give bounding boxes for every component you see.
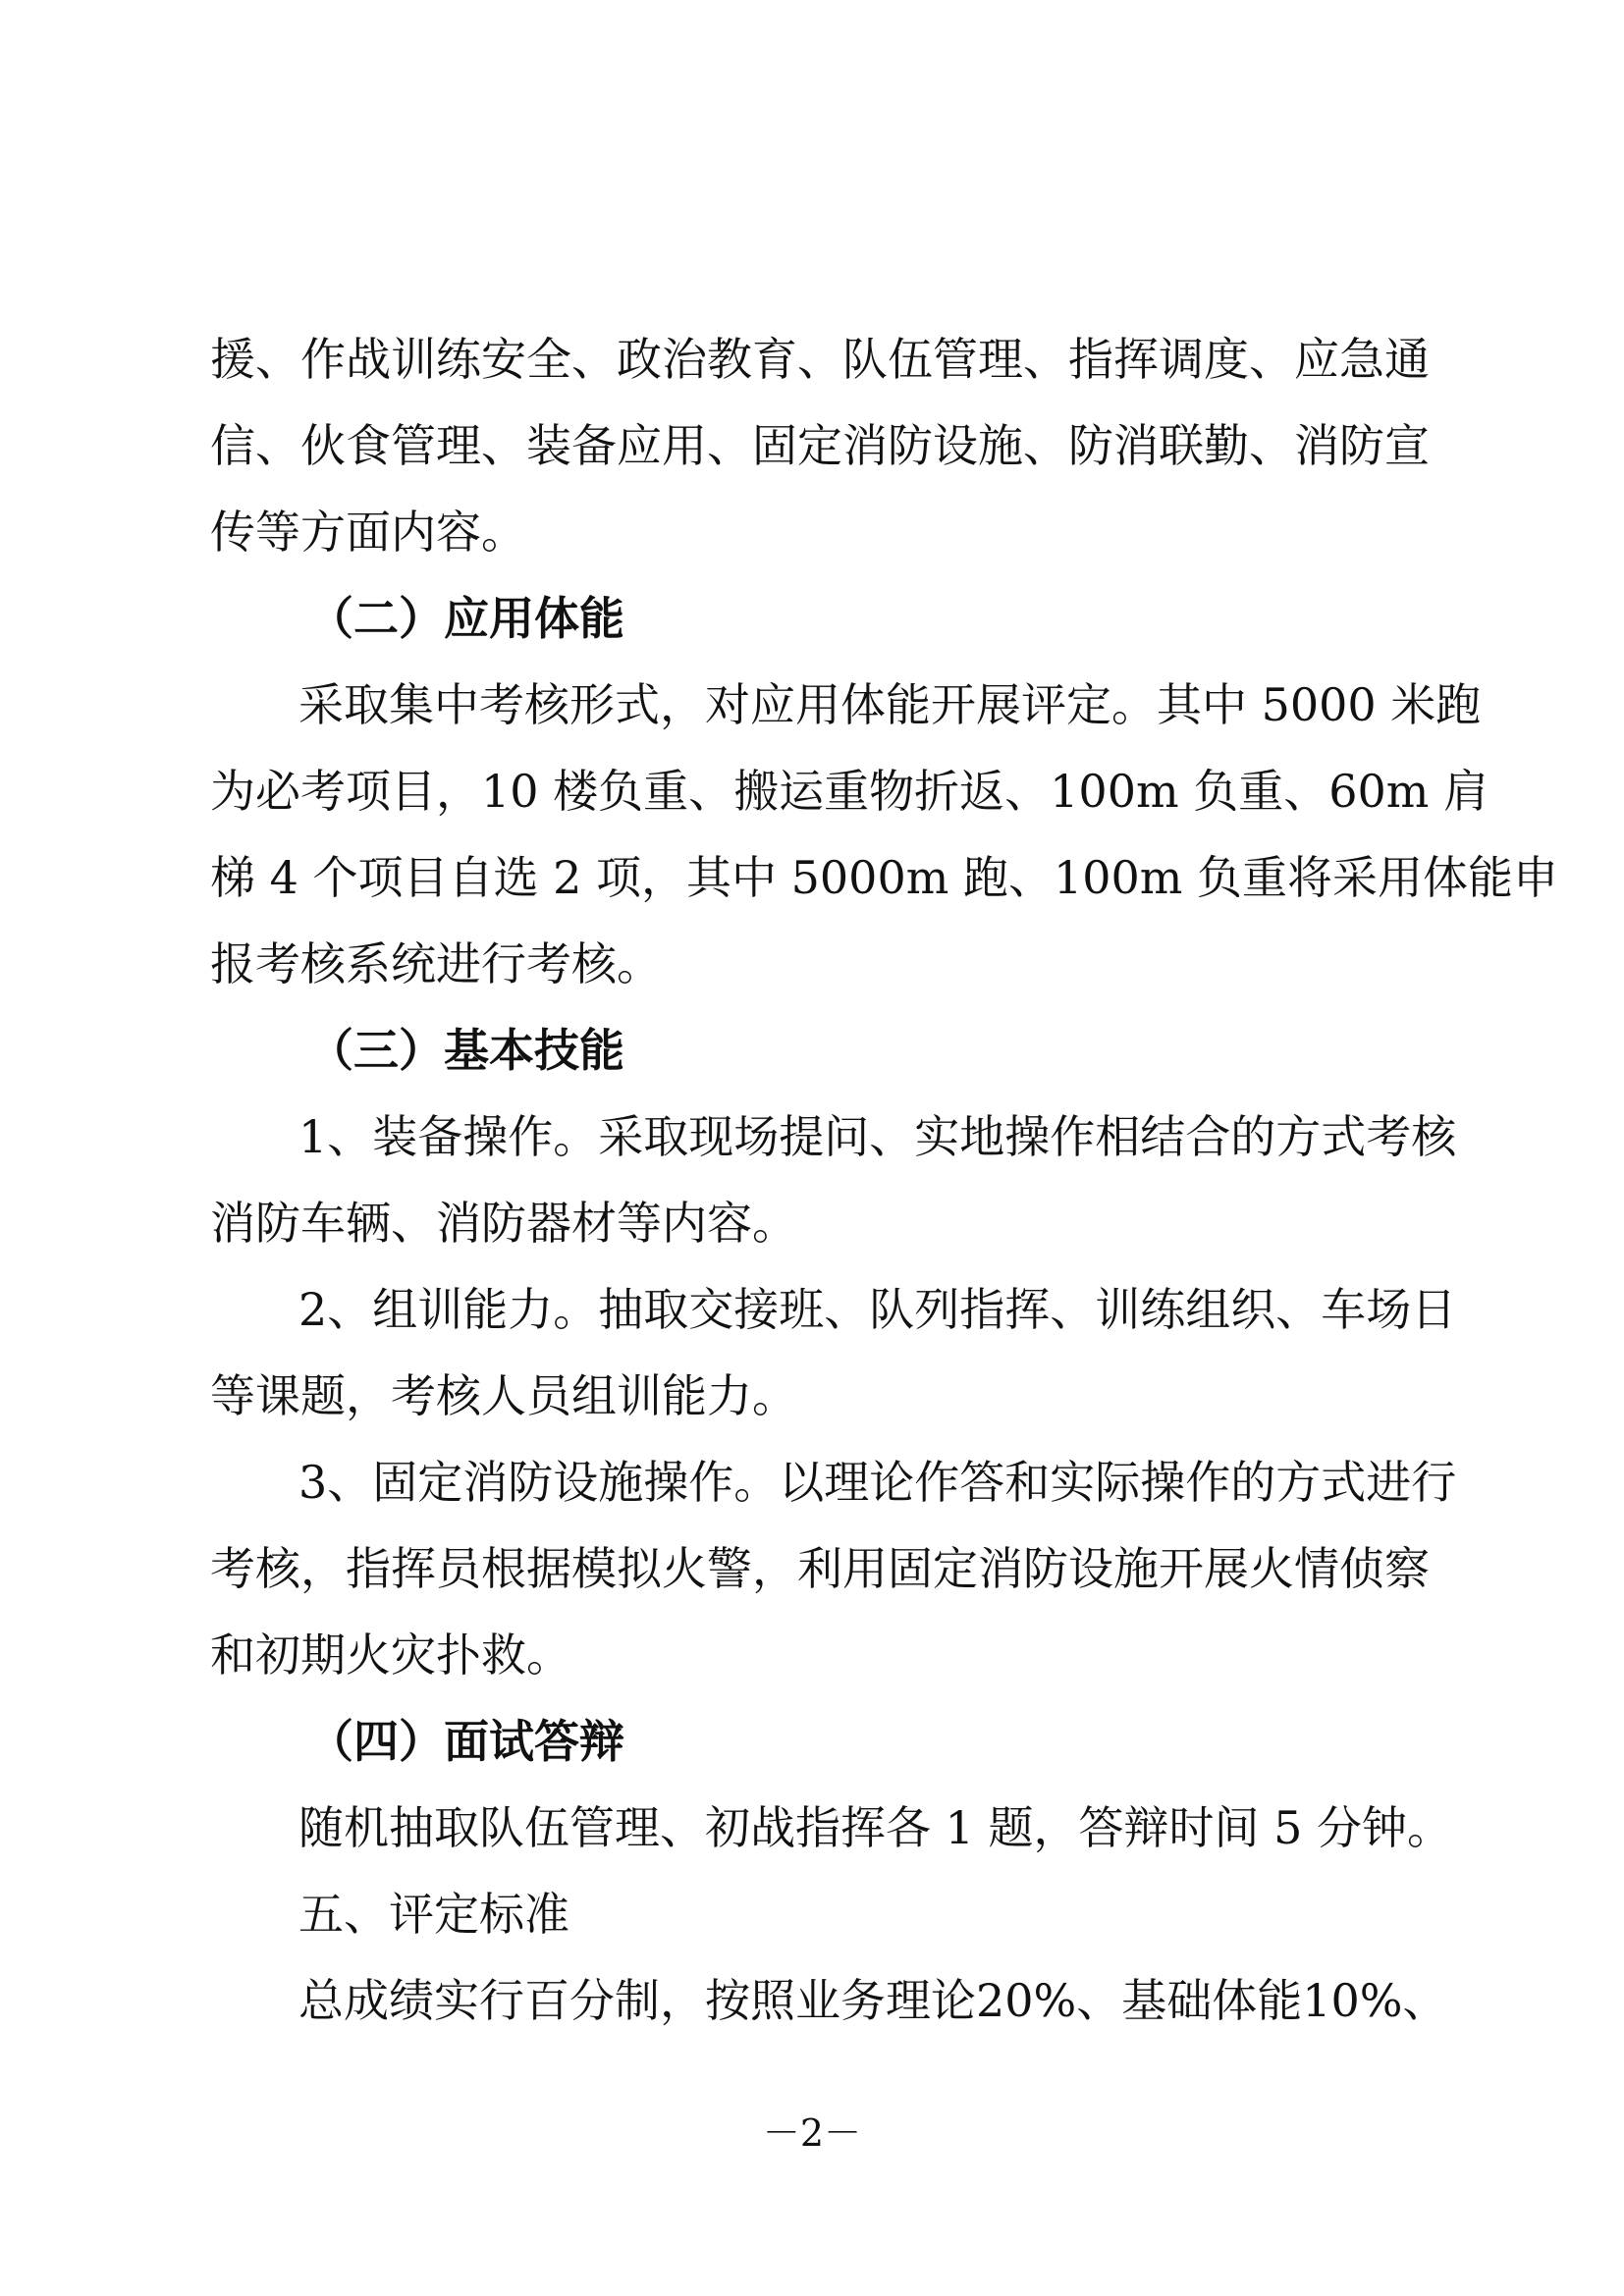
page-number: －2－ [762,2111,862,2155]
body-line: 和初期火灾扑救。 [210,1629,571,1682]
body-line: 考核，指挥员根据模拟火警，利用固定消防设施开展火情侦察 [210,1542,1430,1595]
body-line: 1、装备操作。采取现场提问、实地操作相结合的方式考核 [298,1110,1457,1163]
body-line: 援、作战训练安全、政治教育、队伍管理、指挥调度、应急通 [210,333,1430,386]
body-line: 消防车辆、消防器材等内容。 [210,1197,797,1250]
section-title-evaluation-standards: 五、评定标准 [298,1888,569,1941]
body-line: 3、固定消防设施操作。以理论作答和实际操作的方式进行 [298,1456,1457,1509]
body-line: 梯 4 个项目自选 2 项，其中 5000m 跑、100m 负重将采用体能申 [210,851,1558,904]
body-line: 等课题，考核人员组训能力。 [210,1369,797,1422]
body-line: 信、伙食管理、装备应用、固定消防设施、防消联勤、消防宣 [210,419,1430,472]
section-heading-basic-skills: （三）基本技能 [308,1024,624,1077]
body-line: 报考核系统进行考核。 [210,937,662,990]
body-line: 采取集中考核形式，对应用体能开展评定。其中 5000 米跑 [298,678,1482,731]
section-heading-interview-defense: （四）面试答辩 [308,1715,624,1768]
body-line: 随机抽取队伍管理、初战指挥各 1 题，答辩时间 5 分钟。 [298,1801,1453,1854]
section-heading-applied-fitness: （二）应用体能 [308,592,624,645]
body-line: 总成绩实行百分制，按照业务理论20%、基础体能10%、 [298,1974,1448,2027]
body-line: 为必考项目，10 楼负重、搬运重物折返、100m 负重、60m 肩 [210,765,1489,818]
body-line: 传等方面内容。 [210,506,526,559]
body-line: 2、组训能力。抽取交接班、队列指挥、训练组织、车场日 [298,1283,1457,1336]
document-body [210,316,1558,2044]
